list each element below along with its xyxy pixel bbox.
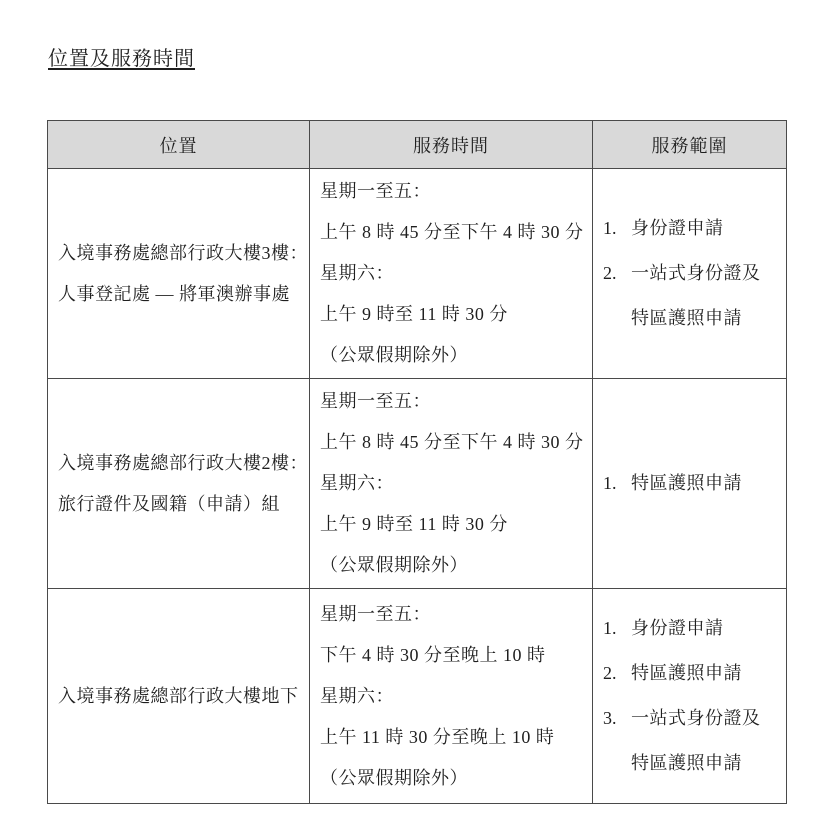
- hours-line: 星期六：: [320, 685, 394, 706]
- header-service-scope: 服務範圍: [593, 121, 787, 169]
- hours-line: 星期六：: [320, 473, 394, 493]
- hours-line: 星期一至五：: [320, 603, 431, 624]
- hours-line: 星期六：: [320, 263, 394, 283]
- scope-item-number: 1.: [603, 473, 617, 493]
- hours-line: 星期一至五：: [320, 181, 431, 201]
- location-line: 旅行證件及國籍（申請）組: [58, 493, 280, 514]
- scope-item-text-line: 一站式身份證及: [631, 708, 761, 728]
- scope-item: [603, 651, 776, 696]
- hours-cell: [310, 589, 593, 804]
- table-row: [48, 169, 787, 379]
- scope-item: [603, 461, 776, 506]
- scope-item-number: 1.: [603, 218, 617, 238]
- hours-cell: [310, 379, 593, 589]
- scope-item-number: 2.: [603, 663, 617, 683]
- hours-line: （公眾假期除外）: [320, 555, 468, 575]
- hours-line: 上午 9 時至 11 時 30 分: [320, 304, 508, 324]
- table-header-row: [48, 121, 787, 169]
- location-cell: [48, 379, 310, 589]
- page-title: 位置及服務時間: [48, 48, 195, 70]
- scope-item-text-line: 一站式身份證及: [631, 263, 761, 283]
- table-row: [48, 379, 787, 589]
- hours-line: （公眾假期除外）: [320, 767, 468, 788]
- scope-item: [603, 251, 776, 341]
- scope-item: [603, 696, 776, 786]
- table-row: [48, 589, 787, 804]
- location-cell: [48, 169, 310, 379]
- scope-item-text-line: 特區護照申請: [631, 473, 742, 493]
- scope-cell: [593, 379, 787, 589]
- scope-item-text-line: 身份證申請: [631, 218, 724, 238]
- hours-line: 上午 8 時 45 分至下午 4 時 30 分: [320, 222, 584, 242]
- scope-item: [603, 606, 776, 651]
- location-line: 入境事務處總部行政大樓3樓：: [58, 242, 308, 263]
- scope-item-text-line: 身份證申請: [631, 618, 724, 638]
- scope-item-number: 3.: [603, 708, 617, 728]
- hours-line: 上午 8 時 45 分至下午 4 時 30 分: [320, 432, 584, 452]
- scope-item-text-line: 特區護照申請: [631, 753, 742, 773]
- location-line: 入境事務處總部行政大樓2樓：: [58, 452, 308, 473]
- scope-item-text-line: 特區護照申請: [631, 308, 742, 328]
- scope-cell: [593, 169, 787, 379]
- header-service-hours: 服務時間: [310, 121, 593, 169]
- hours-line: 上午 9 時至 11 時 30 分: [320, 514, 508, 534]
- hours-line: 下午 4 時 30 分至晚上 10 時: [320, 644, 546, 665]
- hours-cell: [310, 169, 593, 379]
- scope-item: [603, 206, 776, 251]
- location-line: 入境事務處總部行政大樓地下: [58, 685, 299, 706]
- scope-cell: [593, 589, 787, 804]
- location-cell: [48, 589, 310, 804]
- scope-item-text-line: 特區護照申請: [631, 663, 742, 683]
- hours-line: （公眾假期除外）: [320, 345, 468, 365]
- scope-item-number: 1.: [603, 618, 617, 638]
- hours-line: 星期一至五：: [320, 391, 431, 411]
- header-location: 位置: [48, 121, 310, 169]
- location-line: 人事登記處 — 將軍澳辦事處: [58, 283, 290, 304]
- service-hours-table: [47, 120, 787, 804]
- hours-line: 上午 11 時 30 分至晚上 10 時: [320, 726, 555, 747]
- scope-item-number: 2.: [603, 263, 617, 283]
